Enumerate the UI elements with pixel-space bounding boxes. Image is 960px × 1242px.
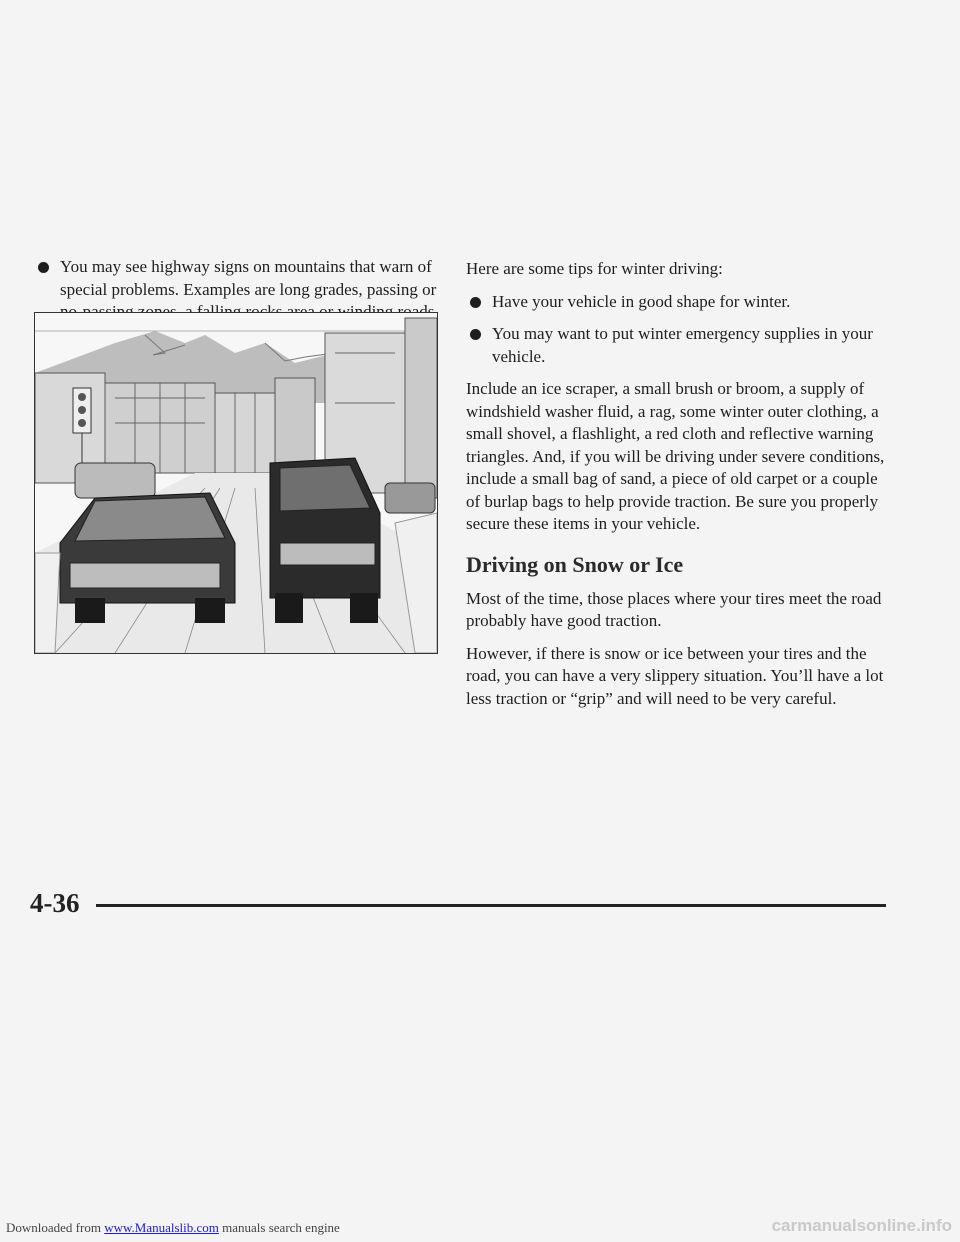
tip-text: Have your vehicle in good shape for winter. [492, 291, 791, 311]
tips-intro: Here are some tips for winter driving: [466, 259, 723, 278]
tip-bullet [466, 323, 886, 368]
page-number: 4-36 [30, 888, 80, 918]
bullet-dot-icon [470, 297, 481, 308]
manualslib-link[interactable]: www.Manualslib.com [104, 1220, 219, 1235]
bullet-dot-icon [470, 329, 481, 340]
banner-suffix: manuals search engine [218, 1220, 340, 1235]
watermark: carmanualsonline.info [771, 1216, 952, 1235]
page-footer [30, 888, 886, 928]
bullet-dot-icon [38, 262, 49, 273]
download-banner [6, 1220, 340, 1236]
footer-rule [96, 904, 886, 907]
subhead: Driving on Snow or Ice [466, 551, 684, 577]
banner-prefix: Downloaded from [6, 1220, 105, 1235]
supplies-paragraph: Include an ice scraper, a small brush or broom, a supply of windshield washer fluid, a rag, some winter outer clothing, a small shovel, a flashlight, a red cloth and reflective warning triangles. And, if you will be driving under severe conditions, include a small bag of sand, a piece of old carpet or a couple of burlap bags to help provide traction. Be sure you properly secure these items in your vehicle. [466, 379, 885, 533]
slippery-paragraph: However, if there is snow or ice between your tires and the road, you can have a very slippery situation. You’ll have a lot less traction or “grip” and will need to be very careful. [466, 643, 884, 708]
mountain-signs-text: You may see highway signs on mountains that warn of special problems. Examples are long grades, passing or [60, 257, 437, 299]
tip-bullet [466, 291, 886, 314]
traction-paragraph: Most of the time, those places where your tires meet the road probably have good traction. [466, 588, 882, 630]
right-column [466, 258, 886, 710]
tip-text: You may want to put winter emergency supplies in your vehicle. [492, 324, 873, 366]
winter-street-illustration [34, 312, 438, 654]
winter-street-drawing [35, 313, 437, 653]
